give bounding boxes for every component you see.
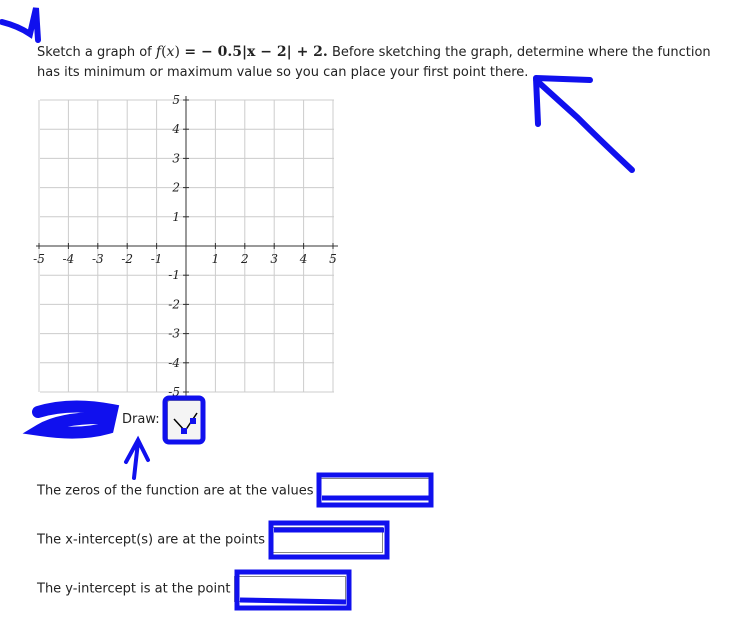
y-tick-label: 1 <box>172 209 180 224</box>
x-intercepts-input[interactable] <box>269 527 383 553</box>
x-intercepts-label: The x-intercept(s) are at the points <box>37 532 265 548</box>
x-tick-label: 5 <box>329 252 337 266</box>
y-intercept-input[interactable] <box>234 576 346 602</box>
x-tick-label: 1 <box>211 252 220 266</box>
x-tick-label: -3 <box>91 252 104 266</box>
line-segment-icon <box>168 401 202 441</box>
x-tick-label: 3 <box>270 252 279 266</box>
y-intercept-row <box>37 576 346 602</box>
x-tick-label: -5 <box>33 252 45 266</box>
question-intro: Sketch a graph of <box>37 45 152 60</box>
y-tick-label: -2 <box>168 297 180 312</box>
y-tick-label: -3 <box>168 326 180 341</box>
x-tick-label: 4 <box>299 252 308 266</box>
x-tick-label: 2 <box>240 252 249 266</box>
y-tick-label: -1 <box>168 268 180 283</box>
draw-label: Draw: <box>122 412 160 427</box>
x-tick-label: -2 <box>121 252 134 266</box>
line-segment-tool-button[interactable] <box>167 400 203 442</box>
zeros-row <box>37 478 430 504</box>
y-tick-label: 2 <box>172 180 180 195</box>
zeros-label: The zeros of the function are at the values <box>37 483 314 499</box>
y-tick-label: -4 <box>168 355 180 370</box>
y-tick-label: 3 <box>172 151 180 166</box>
y-intercept-label: The y-intercept is at the point <box>37 581 231 597</box>
x-tick-label: -4 <box>62 252 75 266</box>
zeros-input[interactable] <box>318 478 430 504</box>
question-instructions: Before sketching the graph, determine where the function has its minimum or maximum value so you can place your first point there. <box>37 45 711 80</box>
y-tick-label: -5 <box>168 385 180 399</box>
y-tick-label: 5 <box>172 93 180 107</box>
x-tick-label: -1 <box>150 252 163 266</box>
y-tick-label: 4 <box>172 122 180 137</box>
function-formula: f(x) = − 0.5|x − 2| + 2. <box>155 44 328 60</box>
x-intercepts-row <box>37 527 383 553</box>
